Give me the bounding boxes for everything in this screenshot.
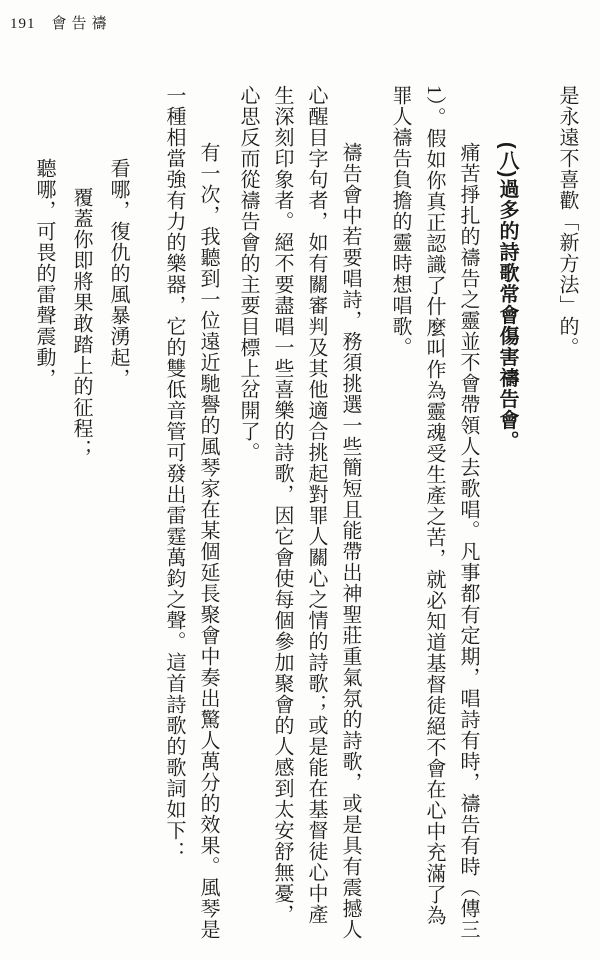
- body-paragraph-1: 痛苦掙扎的禱告之靈並不會帶領人去歌唱。凡事都有定期，唱詩有時，禱告有時（傳三1）。假如你真正認識了什麼叫作為靈魂受生產之苦，就必知道基督徒絕不會在心中充滿了為罪人禱告負擔的靈時想唱歌。: [389, 85, 479, 940]
- body-paragraph-2: 禱告會中若要唱詩，務須挑選一些簡短且能帶出神聖莊重氣氛的詩歌，或是具有震撼人心醒目字句者，如有關審判及其他適合挑起對罪人關心之情的詩歌；或是能在基督徒心中產生深刻印象者。絕不要盡唱一些喜樂的詩歌，因它會使每個參加聚會的人感到太安舒無憂，心思反而從禱告會的主要目標上岔開了。: [237, 85, 361, 940]
- continuation-paragraph: 是永遠不喜歡「新方法」的。: [556, 85, 578, 358]
- section-heading: (八)過多的詩歌常會傷害禱告會。: [496, 142, 518, 452]
- hymn-quotation: [27, 85, 135, 940]
- poem-line: 看哪，復仇的風暴湧起，: [107, 158, 129, 389]
- poem-line: 覆蓋你即將果敢踏上的征程；: [70, 187, 92, 460]
- poem-line: 聽哪，可畏的雷聲震動，: [33, 158, 55, 389]
- body-paragraph-3: 有一次，我聽到一位遠近馳譽的風琴家在某個延長聚會中奏出驚人萬分的效果。風琴是一種相當強有力的樂器，它的雙低音管可發出雷霆萬鈞之聲。這首詩歌的歌詞如下：: [163, 85, 219, 940]
- page-header: [10, 12, 112, 33]
- page-number: 191: [10, 16, 36, 32]
- vertical-text-block: [12, 85, 584, 940]
- running-head: 會告禱: [51, 16, 112, 32]
